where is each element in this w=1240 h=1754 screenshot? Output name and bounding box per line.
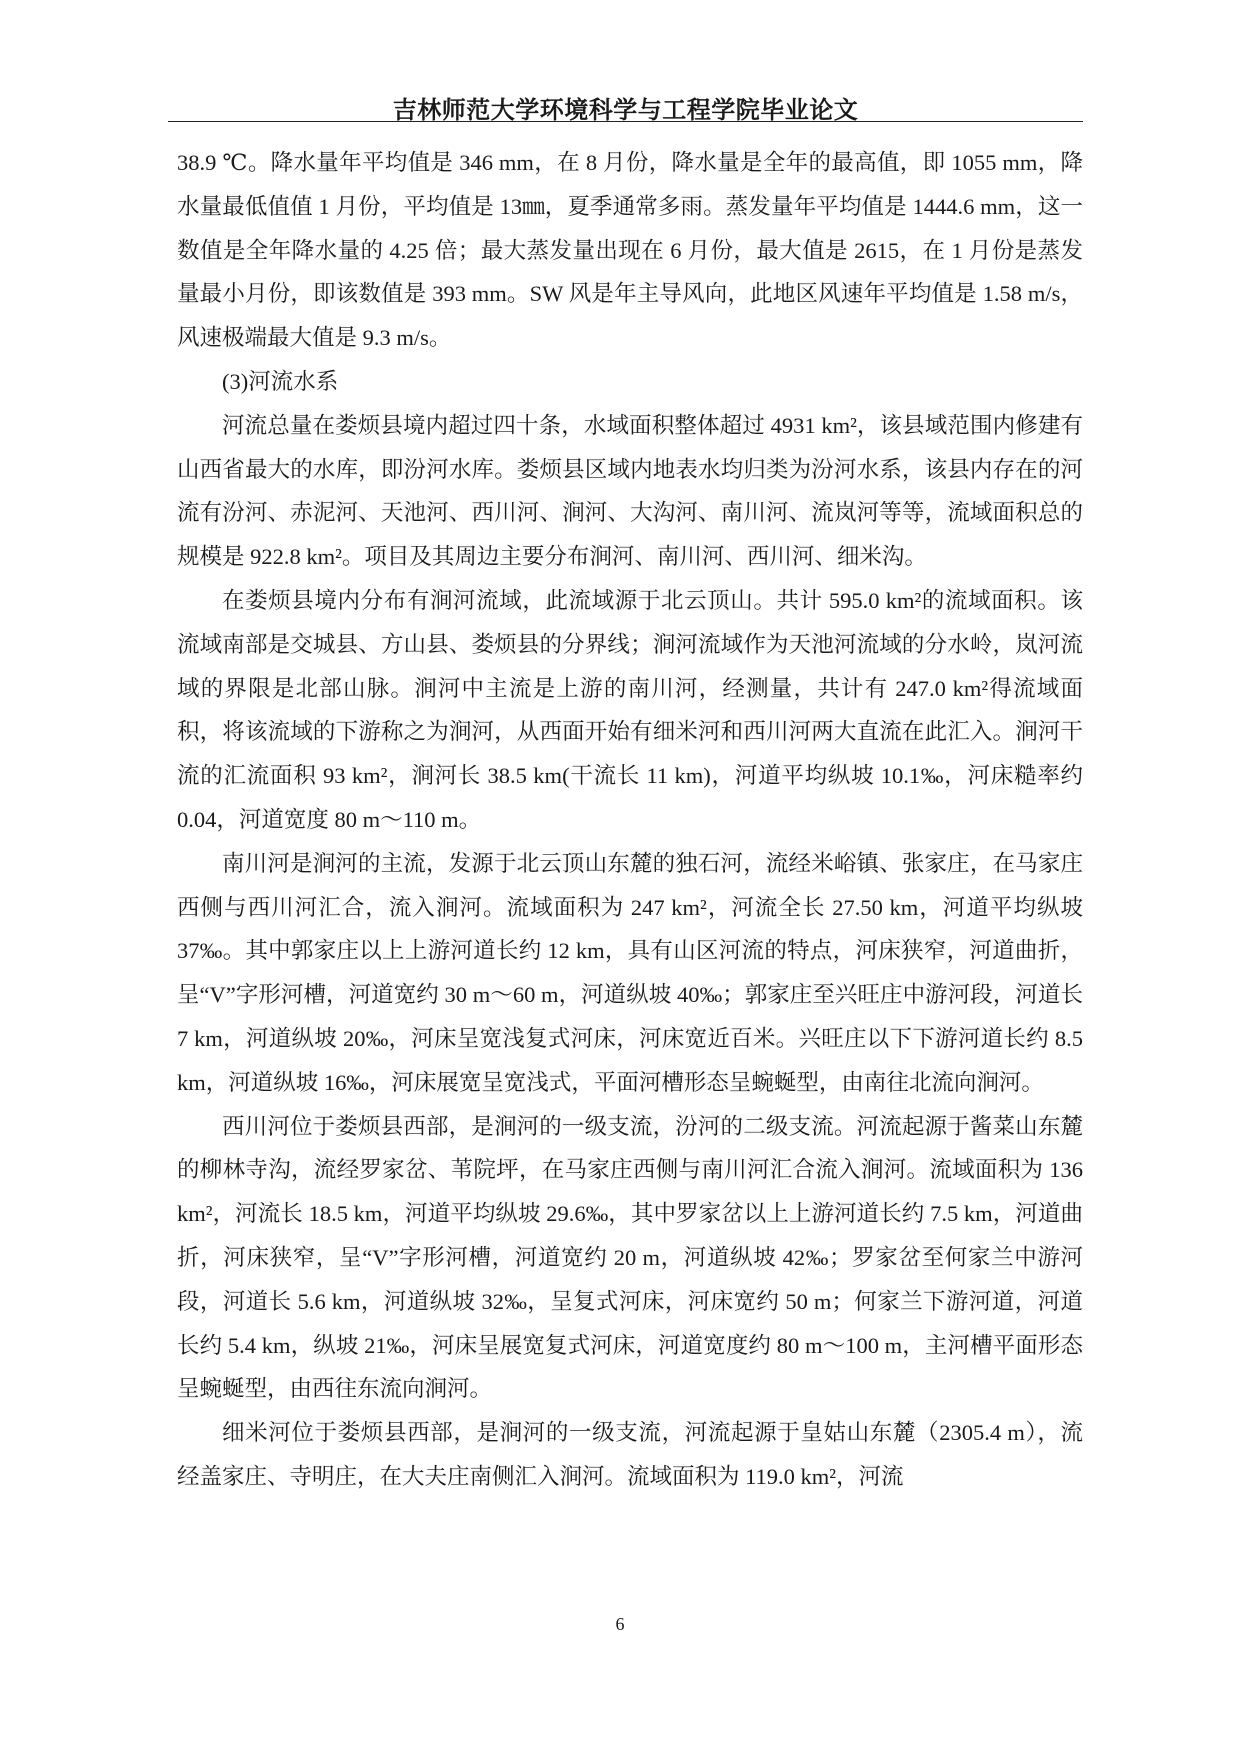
paragraph-jianhe-basin: 在娄烦县境内分布有涧河流域，此流域源于北云顶山。共计 595.0 km²的流域面积。该流域南部是交城县、方山县、娄烦县的分界线；涧河流域作为天池河流域的分水岭，岚河流域的界限是北部山脉。涧河中主流是上游的南川河，经测量，共计有 247.0 km²得流域面积，将该流域的下游称之为涧河，从西面开始有细米河和西川河两大直流在此汇入。涧河干流的汇流面积 93 km²，涧河长 38.5 km(干流长 11 km)，河道平均纵坡 10.1‰，河床糙率约 0.04，河道宽度 80 m～110 m。 (177, 587, 1083, 832)
section-heading-river-system: (3)河流水系 (222, 368, 339, 394)
body-text (177, 141, 1083, 1499)
paragraph-xichuan-river: 西川河位于娄烦县西部，是涧河的一级支流，汾河的二级支流。河流起源于酱菜山东麓的柳林寺沟，流经罗家岔、苇院坪，在马家庄西侧与南川河汇合流入涧河。流域面积为 136 km²，河流长 18.5 km，河道平均纵坡 29.6‰，其中罗家岔以上上游河道长约 7.5 km，河道曲折，河床狭窄，呈“V”字形河槽，河道宽约 20 m，河道纵坡 42‰；罗家岔至何家兰中游河段，河道长 5.6 km，河道纵坡 32‰，呈复式河床，河床宽约 50 m；何家兰下游河道，河道长约 5.4 km，纵坡 21‰，河床呈展宽复式河床，河道宽度约 80 m～100 m，主河槽平面形态呈蜿蜒型，由西往东流向涧河。 (177, 1113, 1083, 1402)
paragraph-nanchuan-river: 南川河是涧河的主流，发源于北云顶山东麓的独石河，流经米峪镇、张家庄，在马家庄西侧与西川河汇合，流入涧河。流域面积为 247 km²，河流全长 27.50 km，河道平均纵坡 37‰。其中郭家庄以上上游河道长约 12 km，具有山区河流的特点，河床狭窄，河道曲折，呈“V”字形河槽，河道宽约 30 m～60 m，河道纵坡 40‰；郭家庄至兴旺庄中游河段，河道长 7 km，河道纵坡 20‰，河床呈宽浅复式河床，河床宽近百米。兴旺庄以下下游河道长约 8.5 km，河道纵坡 16‰，河床展宽呈宽浅式，平面河槽形态呈蜿蜒型，由南往北流向涧河。 (177, 850, 1083, 1095)
page-number: 6 (615, 1614, 625, 1634)
paragraph-ximi-river: 细米河位于娄烦县西部，是涧河的一级支流，河流起源于皇姑山东麓（2305.4 m），流经盖家庄、寺明庄，在大夫庄南侧汇入涧河。流域面积为 119.0 km²，河流 (177, 1420, 1083, 1489)
paragraph-climate-continued: 38.9 ℃。降水量年平均值是 346 mm，在 8 月份，降水量是全年的最高值，即 1055 mm，降水量最低值值 1 月份，平均值是 13㎜，夏季通常多雨。蒸发量年平均值是 1444.6 mm，这一数值是全年降水量的 4.25 倍；最大蒸发量出现在 6 月份，最大值是 2615，在 1 月份是蒸发量最小月份，即该数值是 393 mm。SW 风是年主导风向，此地区风速年平均值是 1.58 m/s，风速极端最大值是 9.3 m/s。 (177, 150, 1083, 351)
paragraph-rivers-overview: 河流总量在娄烦县境内超过四十条，水域面积整体超过 4931 km²，该县域范围内修建有山西省最大的水库，即汾河水库。娄烦县区域内地表水均归类为汾河水系，该县内存在的河流有汾河、赤泥河、天池河、西川河、涧河、大沟河、南川河、流岚河等等，流域面积总的规模是 922.8 km²。项目及其周边主要分布涧河、南川河、西川河、细米沟。 (177, 412, 1083, 570)
header-divider (168, 121, 1083, 122)
page-header-title: 吉林师范大学环境科学与工程学院毕业论文 (392, 98, 859, 124)
